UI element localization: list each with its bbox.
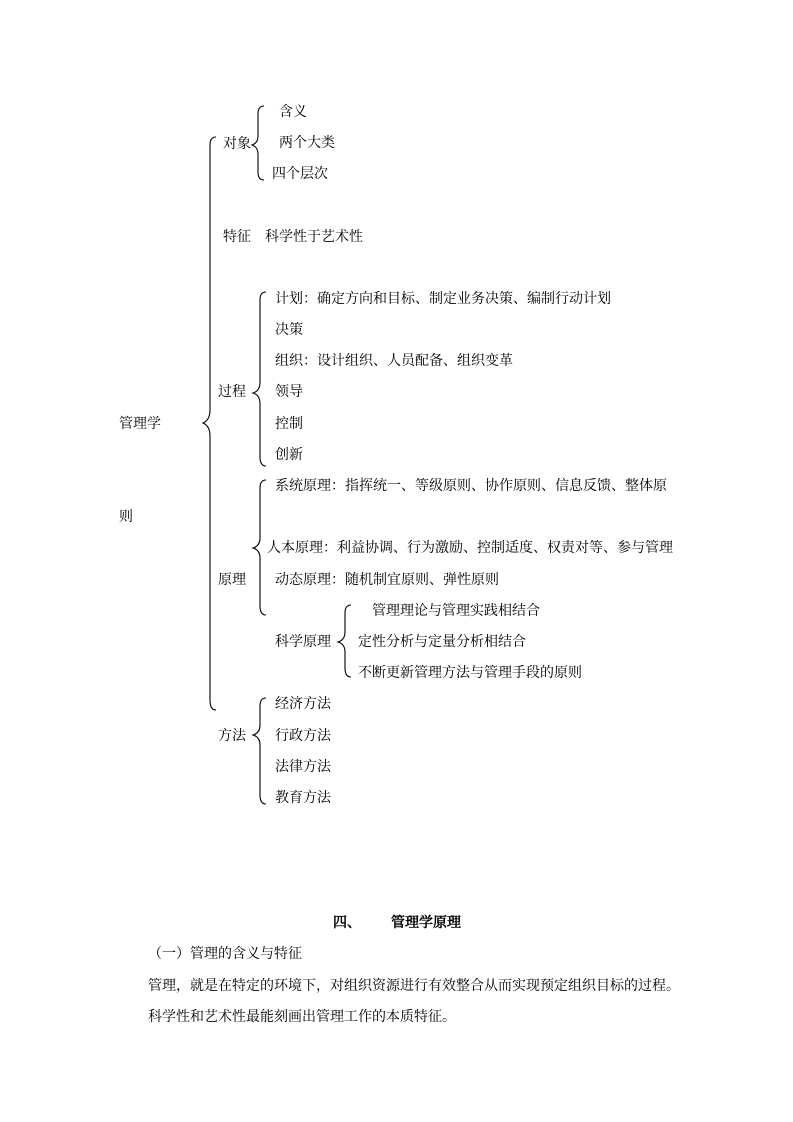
process-item: 组织：设计组织、人员配备、组织变革: [275, 353, 513, 369]
principle-item: 系统原理：指挥统一、等级原则、协作原则、信息反馈、整体原: [275, 478, 667, 494]
section-number: 四、: [333, 915, 361, 931]
root-label-line2: 则: [119, 509, 133, 525]
method-brace: [253, 698, 266, 804]
principle-label: 原理: [218, 572, 246, 588]
principle-brace: [253, 480, 266, 615]
paragraph: 管理，就是在特定的环境下，对组织资源进行有效整合从而实现预定组织目标的过程。: [148, 978, 680, 994]
principle-item: 动态原理：随机制宜原则、弹性原则: [275, 572, 499, 588]
principle-item: 人本原理：利益协调、行为激励、控制适度、权责对等、参与管理: [267, 540, 673, 556]
process-label: 过程: [218, 384, 246, 400]
object-item: 含义: [279, 104, 307, 120]
object-brace: [252, 106, 264, 180]
science-item: 不断更新管理方法与管理手段的原则: [358, 665, 582, 681]
feature-value: 科学性于艺术性: [265, 229, 363, 245]
method-item: 经济方法: [275, 696, 331, 712]
root-brace: [203, 137, 216, 710]
paragraph: 科学性和艺术性最能刻画出管理工作的本质特征。: [148, 1009, 456, 1025]
method-label: 方法: [218, 728, 246, 744]
object-item: 四个层次: [272, 166, 328, 182]
section-title: 管理学原理: [391, 915, 461, 931]
process-item: 领导: [275, 384, 303, 400]
process-item: 创新: [275, 447, 303, 463]
science-item: 定性分析与定量分析相结合: [358, 634, 526, 650]
process-item: 计划：确定方向和目标、制定业务决策、编制行动计划: [275, 291, 611, 307]
method-item: 行政方法: [275, 728, 331, 744]
process-item: 决策: [275, 322, 303, 338]
process-item: 控制: [275, 416, 303, 432]
science-item: 管理理论与管理实践相结合: [372, 603, 540, 619]
root-label-line1: 管理学: [119, 416, 161, 432]
subheading: （一）管理的含义与特征: [148, 946, 302, 962]
object-item: 两个大类: [279, 135, 335, 151]
feature-label: 特征: [223, 229, 251, 245]
object-label: 对象: [223, 136, 251, 152]
method-item: 法律方法: [275, 759, 331, 775]
science-brace: [338, 605, 351, 677]
process-brace: [253, 292, 266, 466]
science-label: 科学原理: [275, 634, 331, 650]
method-item: 教育方法: [275, 790, 331, 806]
